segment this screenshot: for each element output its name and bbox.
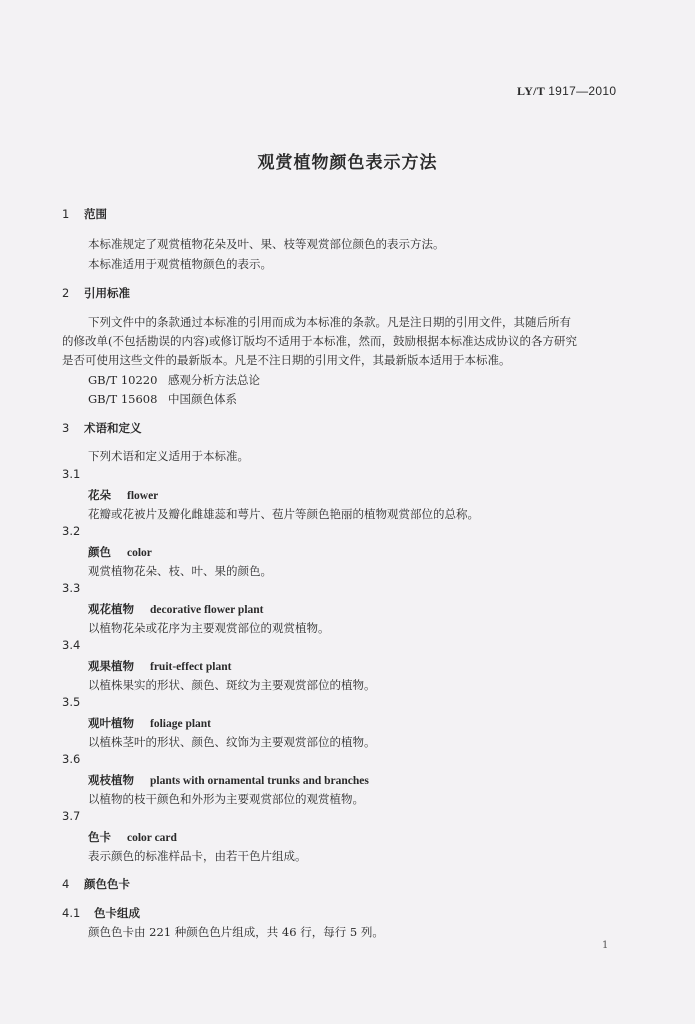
term-definition: 以植株果实的形状、颜色、斑纹为主要观赏部位的植物。: [88, 678, 376, 692]
term-definition: 观赏植物花朵、枝、叶、果的颜色。: [88, 564, 272, 578]
term-zh: 花朵: [88, 488, 111, 502]
section-2-heading: [62, 285, 130, 301]
subsection-title: 色卡组成: [94, 906, 140, 920]
paragraph-line: 下列文件中的条款通过本标准的引用而成为本标准的条款。凡是注日期的引用文件，其随后所有: [88, 315, 571, 329]
term-zh: 观枝植物: [88, 773, 134, 787]
term-heading: [88, 829, 177, 845]
term-en: fruit-effect plant: [150, 661, 232, 673]
paragraph: 本标准适用于观赏植物颜色的表示。: [88, 257, 272, 271]
section-number: 3: [62, 421, 70, 435]
section-4-heading: [62, 876, 130, 892]
standard-code: [517, 84, 616, 99]
reference-item: [88, 372, 260, 388]
term-heading: [88, 544, 152, 560]
section-number: 1: [62, 207, 70, 221]
term-definition: 花瓣或花被片及瓣化雌雄蕊和萼片、苞片等颜色艳丽的植物观赏部位的总称。: [88, 507, 479, 521]
section-title: 术语和定义: [84, 421, 142, 435]
term-number: 3.6: [62, 752, 81, 766]
subsection-number: 4.1: [62, 906, 81, 920]
reference-title: 感观分析方法总论: [168, 373, 260, 387]
paragraph: 颜色色卡由 221 种颜色色片组成，共 46 行，每行 5 列。: [88, 925, 384, 939]
term-en: plants with ornamental trunks and branches: [150, 775, 369, 787]
section-title: 范围: [84, 207, 107, 221]
term-heading: [88, 715, 211, 731]
document-title: 观赏植物颜色表示方法: [257, 153, 438, 173]
term-en: flower: [127, 490, 159, 502]
section-number: 2: [62, 286, 70, 300]
term-number: 3.1: [62, 467, 81, 481]
term-en: color: [127, 547, 152, 559]
reference-item: [88, 391, 237, 407]
paragraph-line: 的修改单(不包括勘误的内容)或修订版均不适用于本标准，然而，鼓励根据本标准达成协议的各方研究: [62, 334, 577, 348]
term-heading: [88, 487, 158, 503]
term-number: 3.5: [62, 695, 81, 709]
page-number: 1: [602, 940, 609, 951]
reference-code: GB/T 15608: [88, 392, 158, 406]
standard-prefix: LY/T: [517, 84, 545, 98]
term-zh: 观花植物: [88, 602, 134, 616]
term-en: decorative flower plant: [150, 604, 264, 616]
term-zh: 颜色: [88, 545, 111, 559]
section-title: 颜色色卡: [84, 877, 130, 891]
paragraph-line: 是否可使用这些文件的最新版本。凡是不注日期的引用文件，其最新版本适用于本标准。: [62, 353, 511, 367]
term-number: 3.2: [62, 524, 81, 538]
section-3-heading: [62, 420, 142, 436]
term-definition: 以植物花朵或花序为主要观赏部位的观赏植物。: [88, 621, 330, 635]
paragraph: 下列术语和定义适用于本标准。: [88, 449, 249, 463]
section-1-heading: [62, 206, 107, 222]
paragraph: 本标准规定了观赏植物花朵及叶、果、枝等观赏部位颜色的表示方法。: [88, 237, 445, 251]
term-zh: 观叶植物: [88, 716, 134, 730]
reference-code: GB/T 10220: [88, 373, 158, 387]
term-heading: [88, 658, 231, 674]
standard-number: 1917—2010: [548, 84, 617, 98]
term-number: 3.4: [62, 638, 81, 652]
term-definition: 表示颜色的标准样品卡，由若干色片组成。: [88, 849, 307, 863]
reference-title: 中国颜色体系: [168, 392, 237, 406]
term-number: 3.3: [62, 581, 81, 595]
term-en: foliage plant: [150, 718, 212, 730]
section-title: 引用标准: [84, 286, 130, 300]
term-zh: 观果植物: [88, 659, 134, 673]
term-heading: [88, 601, 263, 617]
term-en: color card: [127, 832, 177, 844]
section-number: 4: [62, 877, 70, 891]
term-heading: [88, 772, 369, 788]
subsection-4-1-heading: [62, 905, 140, 921]
term-zh: 色卡: [88, 830, 111, 844]
term-number: 3.7: [62, 809, 81, 823]
term-definition: 以植物的枝干颜色和外形为主要观赏部位的观赏植物。: [88, 792, 364, 806]
term-definition: 以植株茎叶的形状、颜色、纹饰为主要观赏部位的植物。: [88, 735, 376, 749]
